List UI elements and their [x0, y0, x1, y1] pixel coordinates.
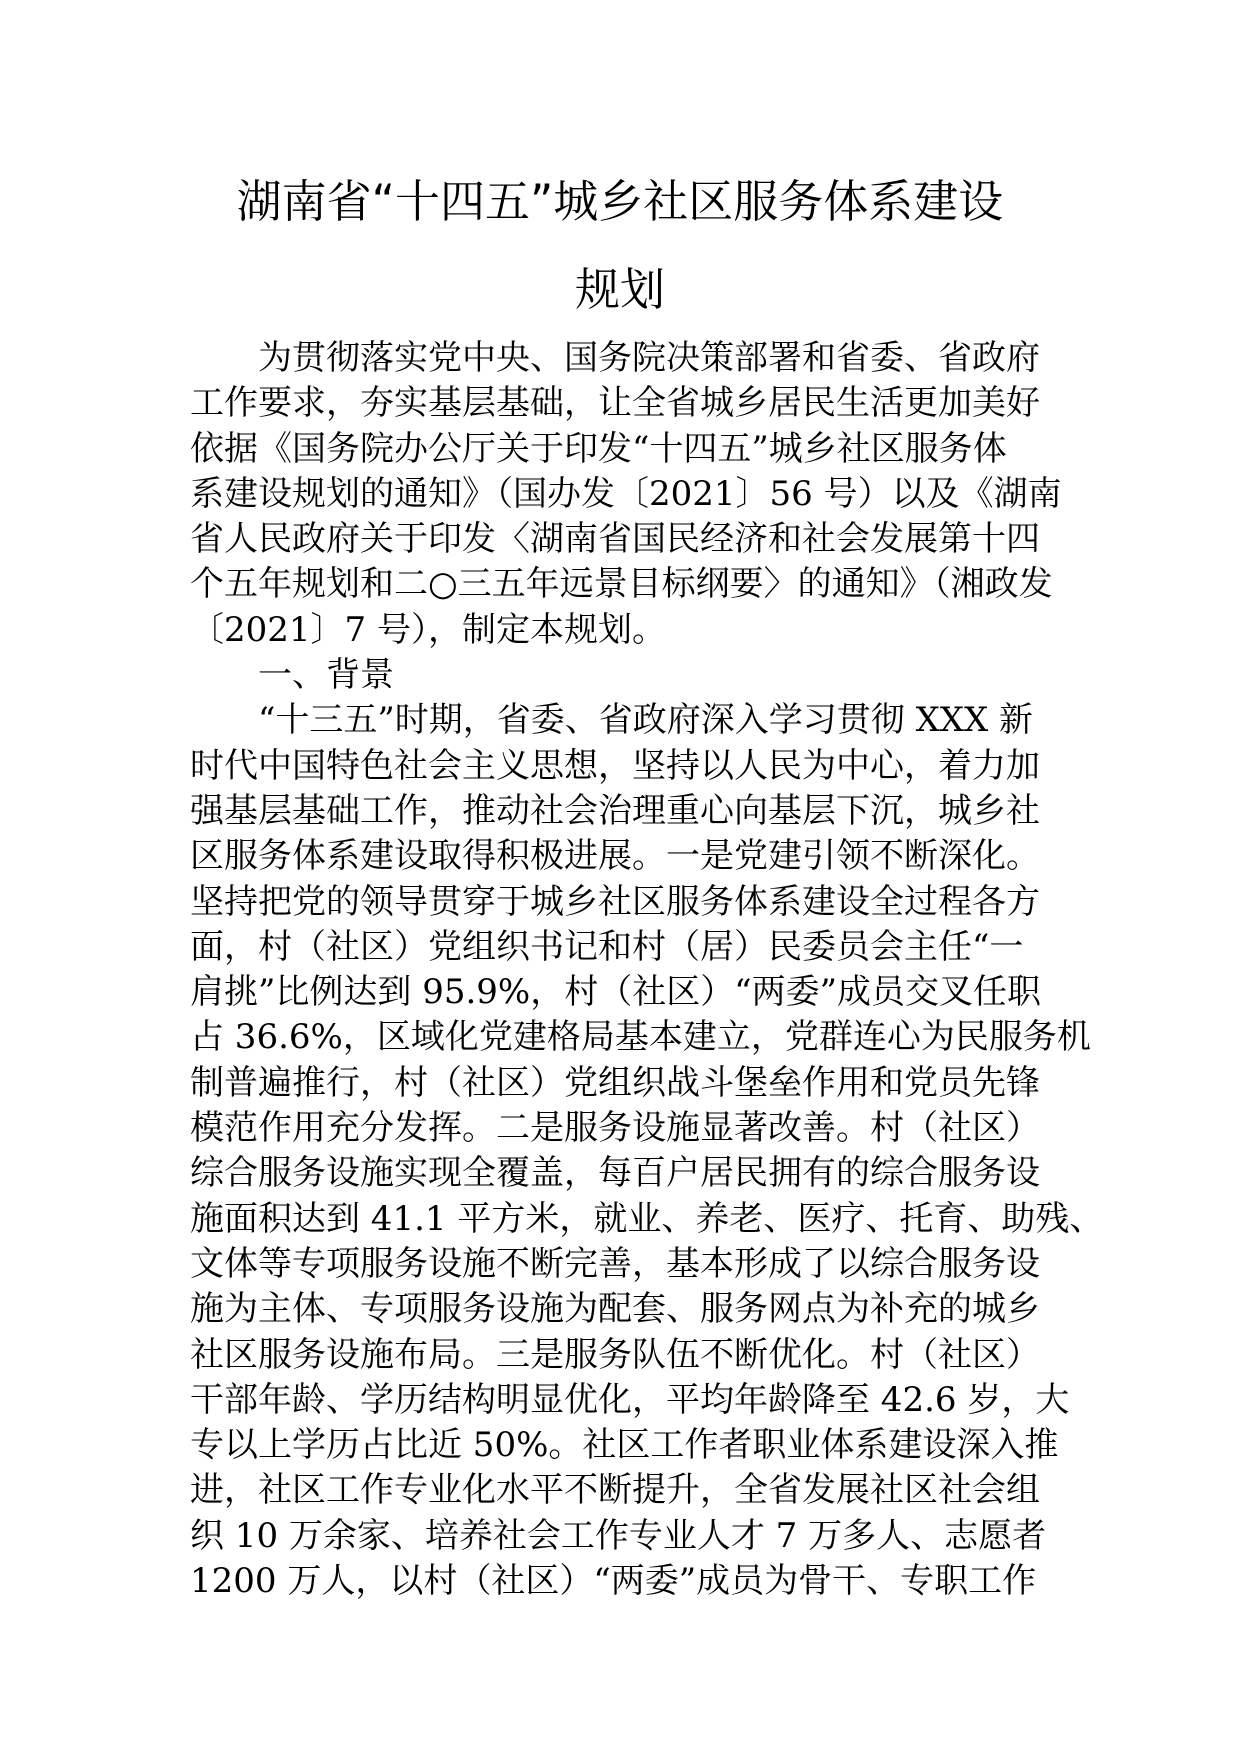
body-line: 专以上学历占比近 50%。社区工作者职业体系建设深入推 [190, 1425, 1059, 1466]
body-line: “十三五”时期，省委、省政府深入学习贯彻 XXX 新 [258, 700, 1033, 741]
body-line: 综合服务设施实现全覆盖，每百户居民拥有的综合服务设 [190, 1153, 1040, 1194]
body-line: 工作要求，夯实基层基础，让全省城乡居民生活更加美好 [190, 383, 1040, 424]
body-line: 面，村（社区）党组织书记和村（居）民委员会主任“一 [190, 926, 1024, 967]
body-line: 系建设规划的通知》（国办发〔2021〕56 号）以及《湖南 [190, 473, 1062, 514]
body-line: 为贯彻落实党中央、国务院决策部署和省委、省政府 [258, 338, 1040, 378]
document-title-line-1: 湖南省“十四五”城乡社区服务体系建设 [236, 175, 1004, 228]
body-line: 模范作用充分发挥。二是服务设施显著改善。村（社区） [190, 1108, 1040, 1149]
body-line: 肩挑”比例达到 95.9%，村（社区）“两委”成员交叉任职 [190, 972, 1041, 1013]
body-line: 施为主体、专项服务设施为配套、服务网点为补充的城乡 [190, 1289, 1040, 1330]
body-line: 进，社区工作专业化水平不断提升，全省发展社区社会组 [190, 1470, 1040, 1511]
body-line: 织 10 万余家、培养社会工作专业人才 7 万多人、志愿者 [190, 1515, 1047, 1556]
body-line: 依据《国务院办公厅关于印发“十四五”城乡社区服务体 [190, 428, 1007, 469]
body-line: 区服务体系建设取得积极进展。一是党建引领不断深化。 [190, 836, 1040, 877]
body-line: 文体等专项服务设施不断完善，基本形成了以综合服务设 [190, 1243, 1040, 1284]
body-line: 施面积达到 41.1 平方米，就业、养老、医疗、托育、助残、 [190, 1198, 1104, 1239]
body-line: 强基层基础工作，推动社会治理重心向基层下沉，城乡社 [190, 790, 1040, 831]
body-line: 占 36.6%，区域化党建格局基本建立，党群连心为民服务机 [190, 1017, 1091, 1058]
body-line: 时代中国特色社会主义思想，坚持以人民为中心，着力加 [190, 745, 1040, 786]
document-body [190, 336, 1104, 1604]
body-line: 制普遍推行，村（社区）党组织战斗堡垒作用和党员先锋 [190, 1062, 1040, 1103]
body-line: 一、背景 [258, 655, 394, 696]
body-line: 坚持把党的领导贯穿于城乡社区服务体系建设全过程各方 [190, 881, 1040, 922]
body-line: 省人民政府关于印发〈湖南省国民经济和社会发展第十四 [190, 519, 1040, 560]
body-line: 个五年规划和二○三五年远景目标纲要〉的通知》（湘政发 [190, 564, 1053, 605]
body-line: 1200 万人，以村（社区）“两委”成员为骨干、专职工作 [190, 1561, 1037, 1602]
body-line: 〔2021〕7 号），制定本规划。 [190, 609, 666, 650]
body-line: 社区服务设施布局。三是服务队伍不断优化。村（社区） [190, 1334, 1040, 1375]
body-line: 干部年龄、学历结构明显优化，平均年龄降至 42.6 岁，大 [190, 1379, 1070, 1420]
document-title-line-2: 规划 [574, 263, 665, 316]
